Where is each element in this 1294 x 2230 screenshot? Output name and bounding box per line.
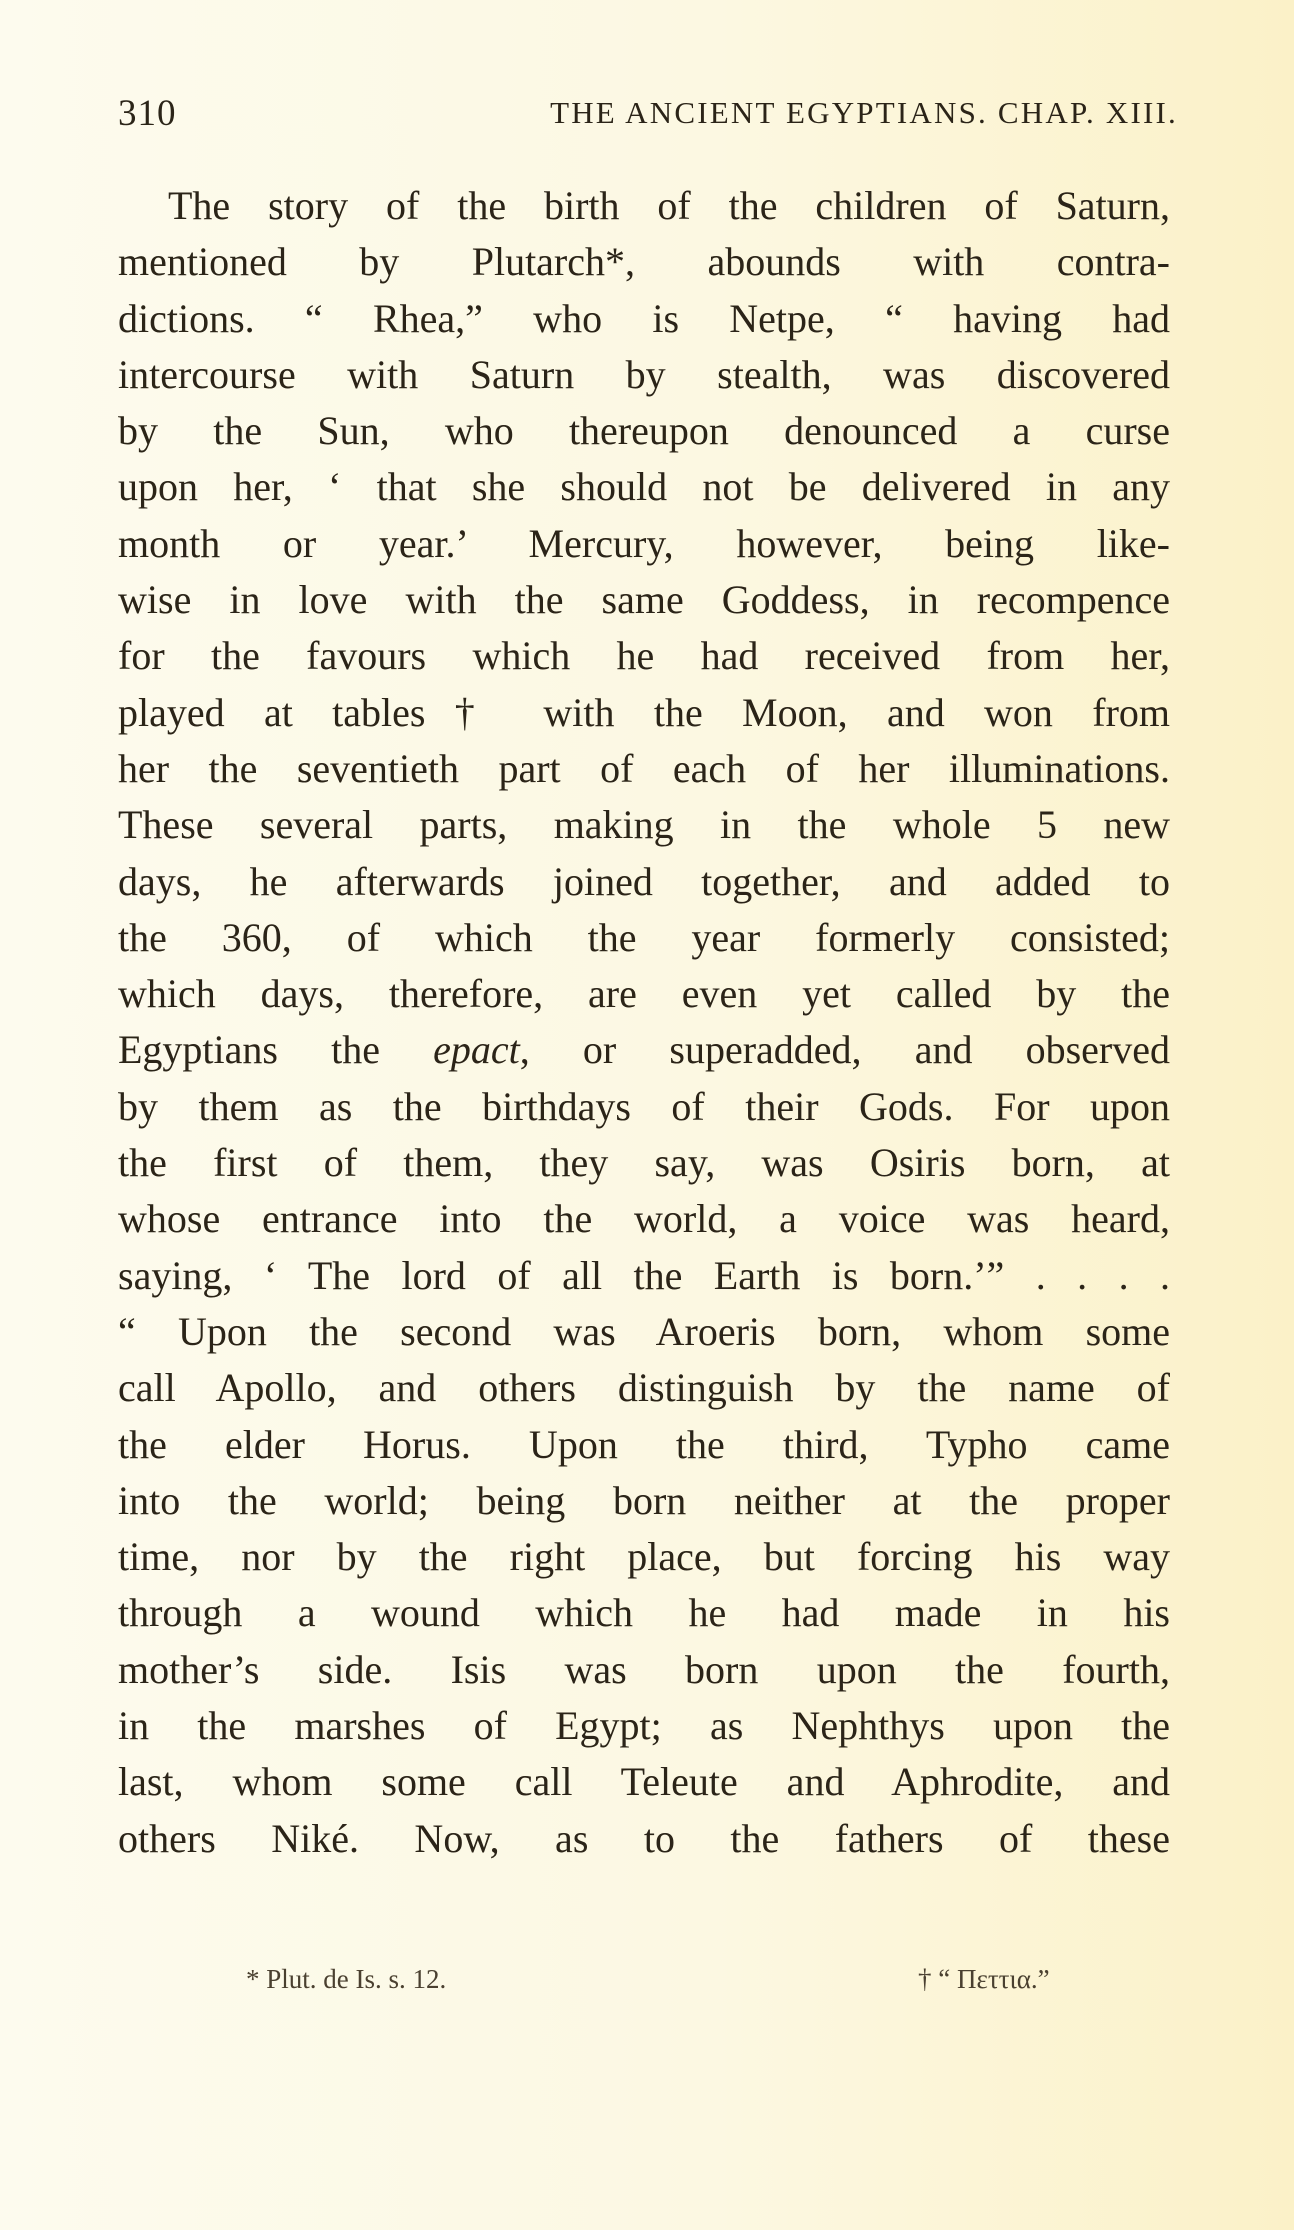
text-line: dictions. “ Rhea,” who is Netpe, “ having had	[118, 295, 1170, 341]
text-line: the 360, of which the year formerly consisted;	[118, 914, 1170, 960]
footnote-dagger: † “ Πεττια.”	[918, 1964, 1050, 1994]
text-line: in the marshes of Egypt; as Nephthys upon the	[118, 1703, 1170, 1749]
text-line: mother’s side. Isis was born upon the fourth,	[118, 1646, 1170, 1692]
text-line: into the world; being born neither at the proper	[118, 1477, 1170, 1523]
emphasis-epact: epact	[433, 1027, 520, 1073]
text-line: “ Upon the second was Aroeris born, whom some	[118, 1308, 1170, 1354]
page-number: 310	[118, 93, 177, 134]
text-line: her the seventieth part of each of her illuminations.	[118, 745, 1170, 791]
text-line: played at tables† with the Moon, and won from	[118, 689, 1170, 735]
running-head: THE ANCIENT EGYPTIANS. CHAP. XIII.	[550, 95, 1178, 130]
text-line: through a wound which he had made in his	[118, 1590, 1170, 1636]
page-header	[118, 92, 1178, 142]
text-line: the first of them, they say, was Osiris born, at	[118, 1140, 1170, 1186]
text-line: the elder Horus. Upon the third, Typho came	[118, 1421, 1170, 1467]
text-line: for the favours which he had received from her,	[118, 633, 1170, 679]
text-line: time, nor by the right place, but forcing his way	[118, 1534, 1170, 1580]
footnote-asterisk: * Plut. de Is. s. 12.	[246, 1964, 447, 1994]
text-line: by them as the birthdays of their Gods. For upon	[118, 1083, 1170, 1129]
text-line: month or year.’ Mercury, however, being like-	[118, 520, 1170, 566]
footnotes	[118, 1964, 1178, 2004]
text-line: The story of the birth of the children of Saturn,	[168, 183, 1170, 228]
text-line: others Niké. Now, as to the fathers of these	[118, 1815, 1170, 1861]
text-line: wise in love with the same Goddess, in recompence	[118, 577, 1170, 623]
text-line: last, whom some call Teleute and Aphrodite, and	[118, 1759, 1170, 1805]
text-line: upon her, ‘ that she should not be delivered in any	[118, 464, 1170, 510]
text-line: whose entrance into the world, a voice was heard,	[118, 1196, 1170, 1242]
body-text	[118, 178, 1170, 1867]
text-line: which days, therefore, are even yet called by the	[118, 971, 1170, 1017]
text-line: saying, ‘ The lord of all the Earth is born.’” . . . .	[118, 1252, 1170, 1298]
text-line: intercourse with Saturn by stealth, was discovered	[118, 351, 1170, 397]
text-line: These several parts, making in the whole 5 new	[118, 802, 1170, 848]
text-line: Egyptians the epact, or superadded, and observed	[118, 1027, 1170, 1073]
text-line: mentioned by Plutarch*, abounds with contra-	[118, 239, 1170, 285]
text-line: by the Sun, who thereupon denounced a curse	[118, 408, 1170, 454]
text-line: days, he afterwards joined together, and added to	[118, 858, 1170, 904]
text-line: call Apollo, and others distinguish by the name of	[118, 1365, 1170, 1411]
